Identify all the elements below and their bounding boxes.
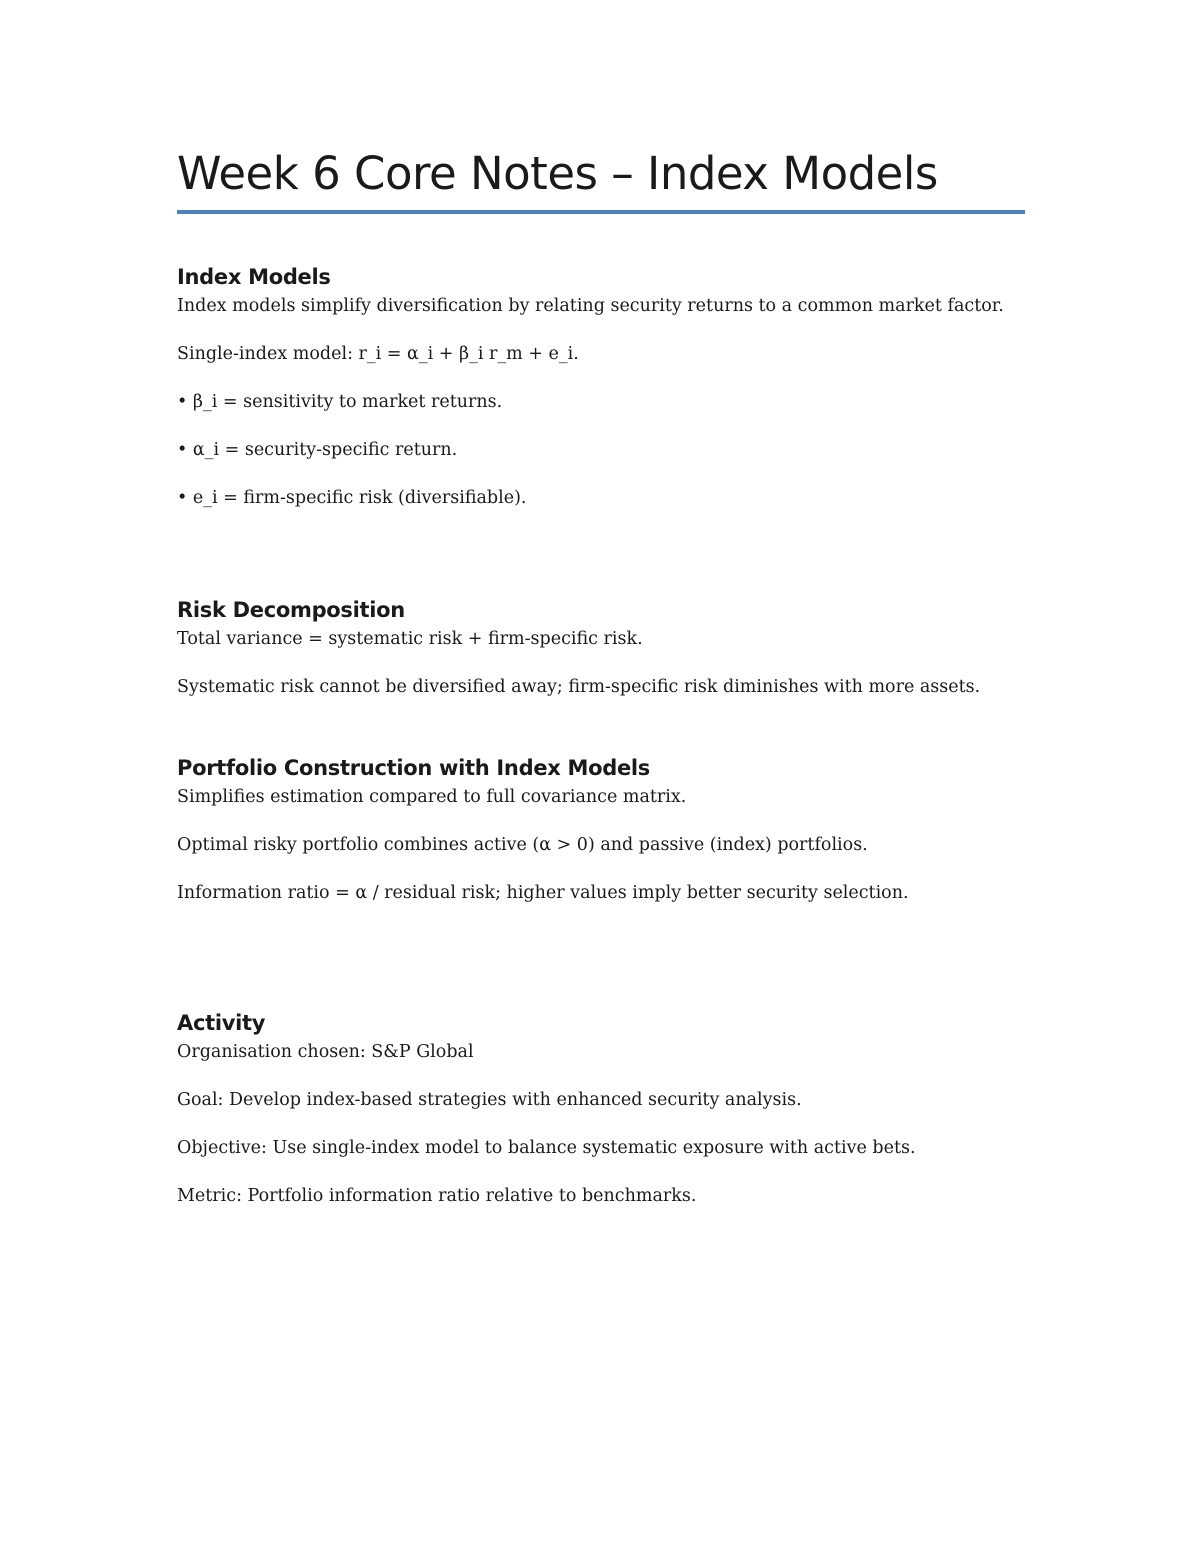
bullet-item: • β_i = sensitivity to market returns. <box>177 392 503 412</box>
section-activity <box>177 1008 1027 1230</box>
paragraph: Systematic risk cannot be diversified away; firm-specific risk diminishes with more assets. <box>177 677 981 697</box>
paragraph: Single-index model: r_i = α_i + β_i r_m + e_i. <box>177 344 579 364</box>
title-underline <box>177 210 1025 214</box>
paragraph: Optimal risky portfolio combines active (α > 0) and passive (index) portfolios. <box>177 835 868 855</box>
paragraph: Organisation chosen: S&P Global <box>177 1042 474 1062</box>
paragraph: Goal: Develop index-based strategies with enhanced security analysis. <box>177 1090 802 1110</box>
paragraph: Metric: Portfolio information ratio relative to benchmarks. <box>177 1186 697 1206</box>
paragraph: Index models simplify diversification by relating security returns to a common market factor. <box>177 296 1004 316</box>
section-index-models <box>177 262 1027 532</box>
paragraph: Information ratio = α / residual risk; higher values imply better security selection. <box>177 883 909 903</box>
section-heading: Risk Decomposition <box>177 598 405 622</box>
section-heading: Activity <box>177 1011 266 1035</box>
section-heading: Portfolio Construction with Index Models <box>177 756 651 780</box>
bullet-item: • e_i = firm-specific risk (diversifiable). <box>177 488 527 508</box>
page-title: Week 6 Core Notes – Index Models <box>177 147 938 200</box>
bullet-item: • α_i = security-specific return. <box>177 440 458 460</box>
section-heading: Index Models <box>177 265 331 289</box>
paragraph: Simplifies estimation compared to full covariance matrix. <box>177 787 687 807</box>
section-risk-decomposition <box>177 595 1027 721</box>
paragraph: Total variance = systematic risk + firm-specific risk. <box>177 629 643 649</box>
section-portfolio-construction <box>177 753 1027 927</box>
paragraph: Objective: Use single-index model to balance systematic exposure with active bets. <box>177 1138 916 1158</box>
